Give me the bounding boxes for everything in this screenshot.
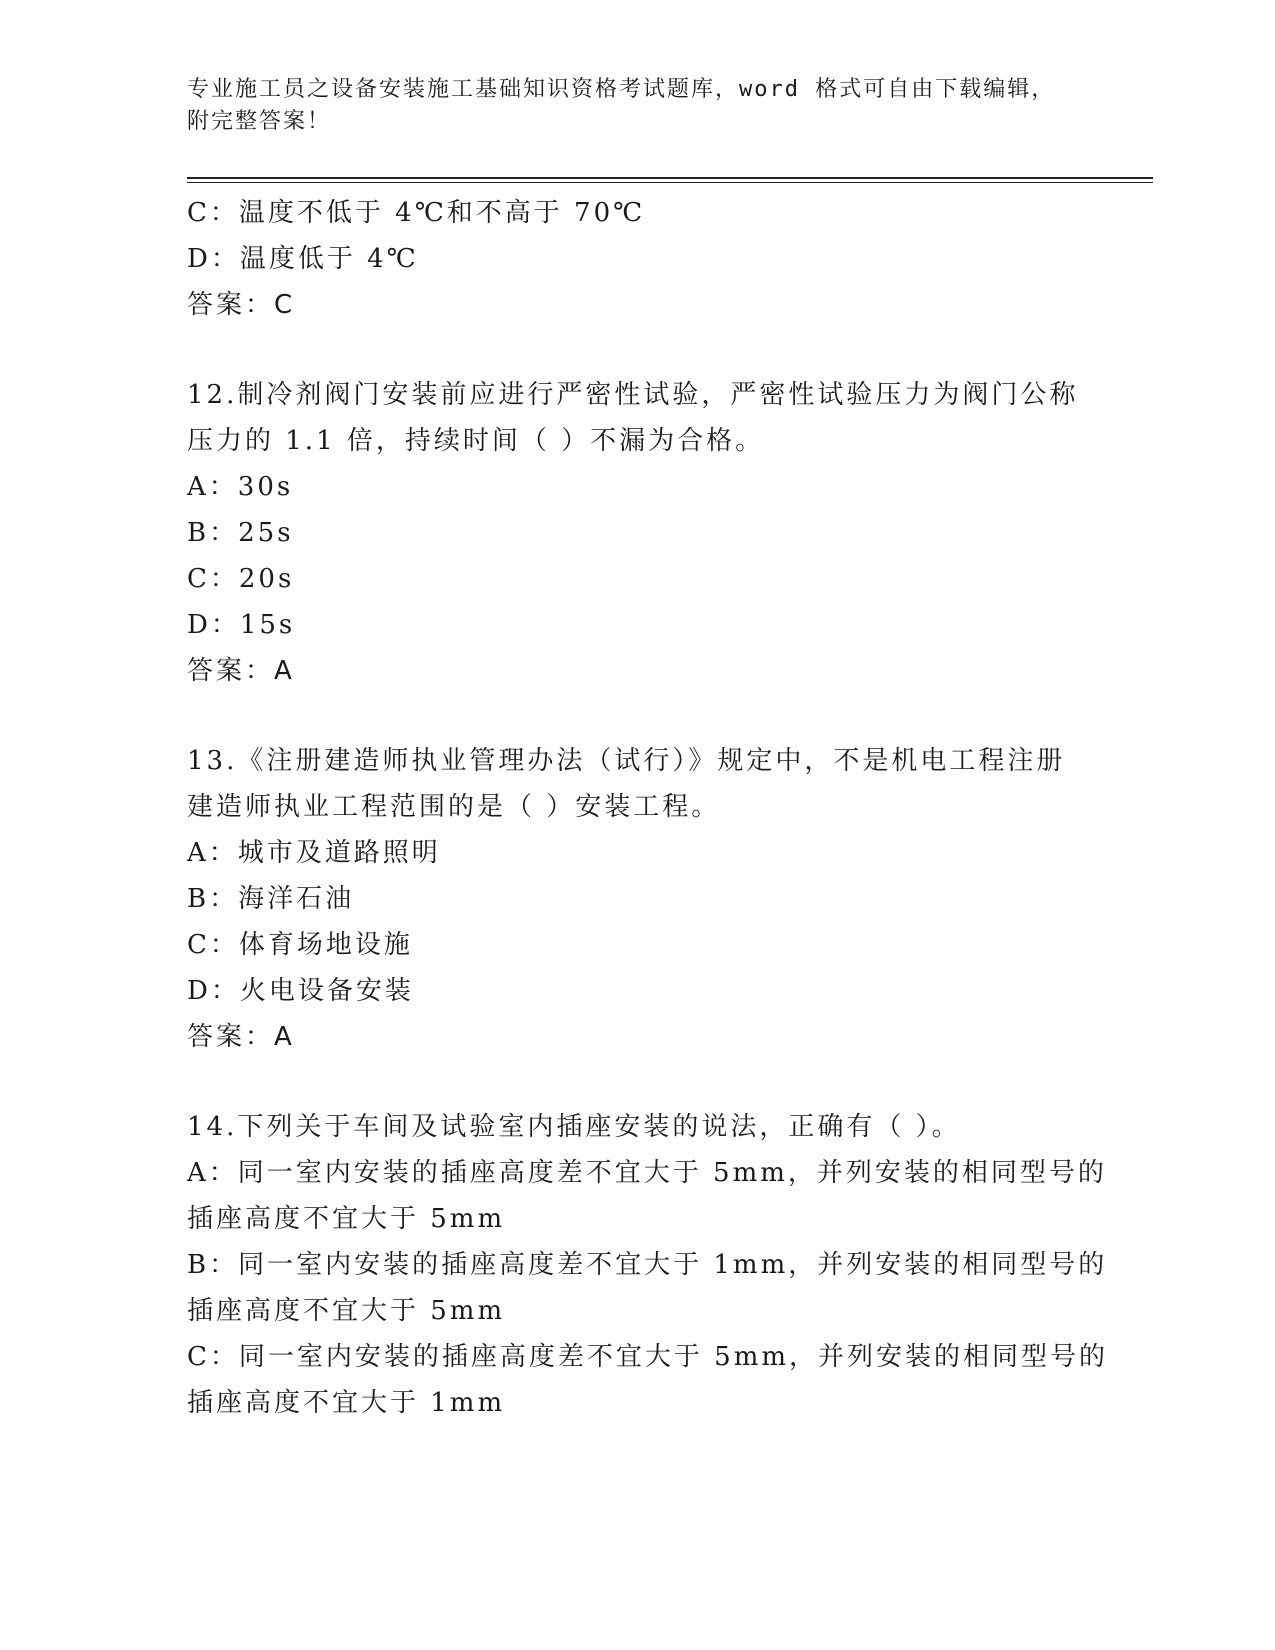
q13-option-c: C：体育场地设施 xyxy=(187,930,413,960)
header-line-2: 附完整答案！ xyxy=(187,109,332,134)
q11-option-c: C：温度不低于 4℃和不高于 70℃ xyxy=(187,198,646,228)
header-divider-thick xyxy=(187,177,1153,179)
q14-option-b-line-1: B：同一室内安装的插座高度差不宜大于 1mm，并列安装的相同型号的 xyxy=(187,1250,1108,1280)
q14-option-b-line-2: 插座高度不宜大于 5mm xyxy=(187,1296,506,1326)
header-divider-thin xyxy=(187,182,1153,183)
q14-option-a-line-2: 插座高度不宜大于 5mm xyxy=(187,1204,506,1234)
q13-option-b: B：海洋石油 xyxy=(187,884,355,914)
q13-stem-line-2: 建造师执业工程范围的是（ ）安装工程。 xyxy=(187,792,721,822)
question-12 xyxy=(187,372,1087,694)
question-13 xyxy=(187,738,1087,1060)
document-body xyxy=(187,190,1109,1426)
q13-stem-line-1: 13.《注册建造师执业管理办法（试行）》规定中，不是机电工程注册 xyxy=(187,746,1066,776)
spacer xyxy=(187,694,1087,738)
q14-option-c-line-1: C：同一室内安装的插座高度差不宜大于 5mm，并列安装的相同型号的 xyxy=(187,1342,1109,1372)
document-header xyxy=(187,74,1087,138)
q11-answer: 答案：C xyxy=(187,290,296,320)
q11-option-d: D：温度低于 4℃ xyxy=(187,244,419,274)
q12-option-d: D：15s xyxy=(187,610,296,640)
spacer xyxy=(187,1060,1087,1104)
q14-stem-line-1: 14.下列关于车间及试验室内插座安装的说法，正确有（ ）。 xyxy=(187,1112,961,1142)
q12-answer: 答案：A xyxy=(187,656,295,686)
q14-option-c-line-2: 插座高度不宜大于 1mm xyxy=(187,1388,506,1418)
q12-option-a: A：30s xyxy=(187,472,294,502)
q13-option-a: A：城市及道路照明 xyxy=(187,838,441,868)
q14-option-a-line-1: A：同一室内安装的插座高度差不宜大于 5mm，并列安装的相同型号的 xyxy=(187,1158,1107,1188)
q12-stem-line-1: 12.制冷剂阀门安装前应进行严密性试验，严密性试验压力为阀门公称 xyxy=(187,380,1079,410)
question-14 xyxy=(187,1104,1109,1426)
q13-answer: 答案：A xyxy=(187,1022,295,1052)
q12-stem-line-2: 压力的 1.1 倍，持续时间（ ）不漏为合格。 xyxy=(187,426,765,456)
spacer xyxy=(187,328,1087,372)
q13-option-d: D：火电设备安装 xyxy=(187,976,414,1006)
q12-option-b: B：25s xyxy=(187,518,294,548)
q12-option-c: C：20s xyxy=(187,564,295,594)
question-11 xyxy=(187,190,1087,328)
header-line-1: 专业施工员之设备安装施工基础知识资格考试题库，word 格式可自由下载编辑， xyxy=(187,77,1056,102)
